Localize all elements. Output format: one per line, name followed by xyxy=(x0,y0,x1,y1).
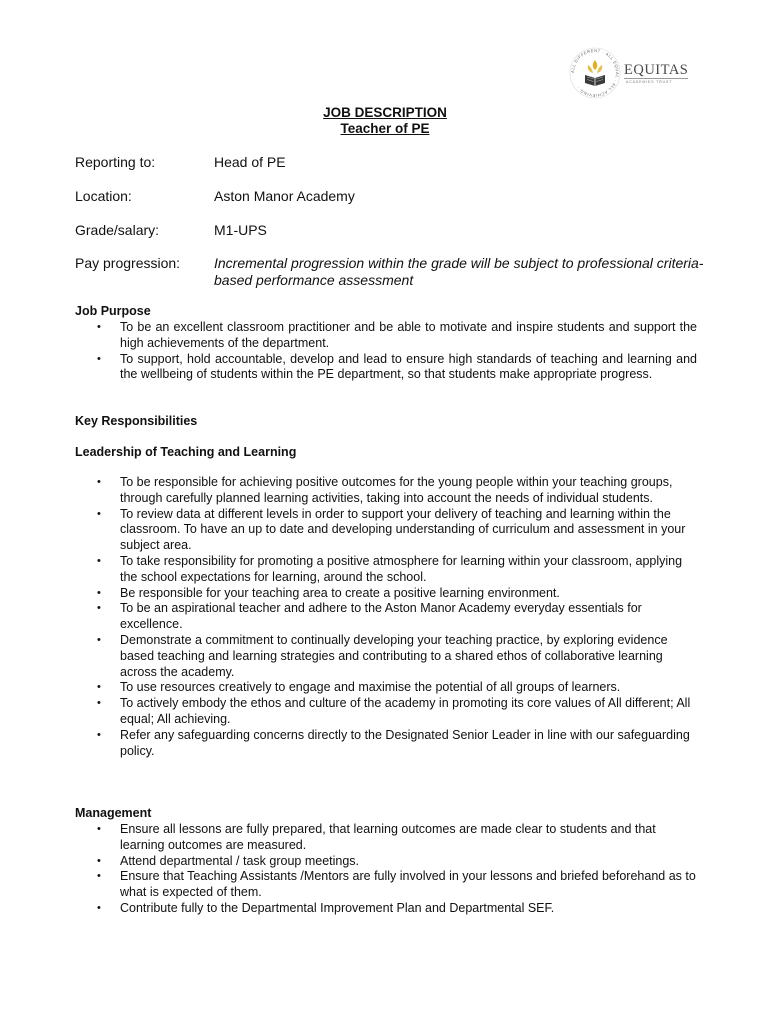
leadership-heading: Leadership of Teaching and Learning xyxy=(75,445,297,459)
equitas-logo xyxy=(568,46,698,99)
bullet: • xyxy=(97,586,101,599)
bullet: • xyxy=(97,602,101,615)
document-title xyxy=(0,105,770,137)
list-item: • To take responsibility for promoting a positive atmosphere for learning within your classroom, applying the school expectations for learning, around the school. xyxy=(97,553,683,584)
info-value: Aston Manor Academy xyxy=(214,188,355,204)
bullet: • xyxy=(97,352,101,365)
svg-text:ALL DIFFERENT · ALL EQUAL · AL: ALL DIFFERENT · ALL EQUAL · ALL ACHIEVING · xyxy=(569,47,621,99)
list-item: • To be an excellent classroom practitioner and be able to motivate and inspire students and support the high achievements of the department. xyxy=(97,320,697,350)
list-item: • To use resources creatively to engage and maximise the potential of all groups of learners. xyxy=(97,680,621,695)
list-item: • To be responsible for achieving positive outcomes for the young people within your teaching groups, through carefully planned learning activities, taking into account the needs of individual students. xyxy=(97,475,673,505)
bullet: • xyxy=(97,476,101,488)
list-item: • To actively embody the ethos and culture of the academy in promoting its core values of All different; All equal; All achieving. xyxy=(97,696,691,726)
info-label: Location: xyxy=(75,188,132,204)
logo-name: EQUITAS xyxy=(624,62,689,78)
bullet: • xyxy=(97,854,101,867)
list-item: • To be an aspirational teacher and adhere to the Aston Manor Academy everyday essentials for excellence. xyxy=(97,601,642,632)
info-value: Incremental progression within the grade will be subject to professional criteria-based performance assessment xyxy=(214,255,704,288)
bullet: • xyxy=(97,870,101,883)
list-item: • To review data at different levels in order to support your delivery of teaching and learning within the classroom. To have an up to date and developing understanding of curriculum and assessment in your subject area. xyxy=(97,506,686,553)
bullet: • xyxy=(97,507,101,520)
info-label: Grade/salary: xyxy=(75,222,160,238)
bullet: • xyxy=(97,633,101,646)
bullet: • xyxy=(97,823,101,835)
bullet: • xyxy=(97,697,101,710)
bullet: • xyxy=(97,901,101,914)
key-responsibilities-heading: Key Responsibilities xyxy=(75,414,198,428)
list-item: • Refer any safeguarding concerns directly to the Designated Senior Leader in line with our safeguarding policy. xyxy=(97,727,690,758)
list-item: • Ensure that Teaching Assistants /Mentors are fully involved in your lessons and briefed beforehand as to what is expected of them. xyxy=(97,869,696,900)
job-purpose-list xyxy=(75,320,697,383)
list-item: • To support, hold accountable, develop and lead to ensure high standards of teaching and learning and the wellbeing of students within the PE department, so that students make appropriate progress. xyxy=(97,351,697,382)
list-item: • Contribute fully to the Departmental Improvement Plan and Departmental SEF. xyxy=(97,900,555,915)
equitas-emblem-icon xyxy=(568,46,622,100)
bullet: • xyxy=(97,321,101,333)
logo-subtitle: ACADEMIES TRUST xyxy=(626,80,673,84)
logo-divider xyxy=(624,78,688,79)
bullet: • xyxy=(97,728,101,741)
list-item: • Attend departmental / task group meetings. xyxy=(97,853,360,868)
info-label: Reporting to: xyxy=(75,154,156,170)
title-line-1: JOB DESCRIPTION xyxy=(323,105,447,120)
management-list xyxy=(75,822,700,917)
leadership-list xyxy=(75,475,700,759)
info-value: Head of PE xyxy=(214,154,286,170)
info-label: Pay progression: xyxy=(75,255,181,271)
job-purpose-heading: Job Purpose xyxy=(75,304,151,318)
bullet: • xyxy=(97,681,101,694)
list-item: • Demonstrate a commitment to continually developing your teaching practice, by exploring evidence based teaching and learning strategies and contributing to a shared ethos of collaborative learning across the academy. xyxy=(97,632,668,679)
list-item: • Be responsible for your teaching area to create a positive learning environment. xyxy=(97,585,560,600)
title-line-2: Teacher of PE xyxy=(340,121,430,136)
bullet: • xyxy=(97,554,101,567)
info-value: M1-UPS xyxy=(214,222,267,238)
management-heading: Management xyxy=(75,806,152,820)
list-item: • Ensure all lessons are fully prepared, that learning outcomes are made clear to students and that learning outcomes are measured. xyxy=(97,822,656,852)
